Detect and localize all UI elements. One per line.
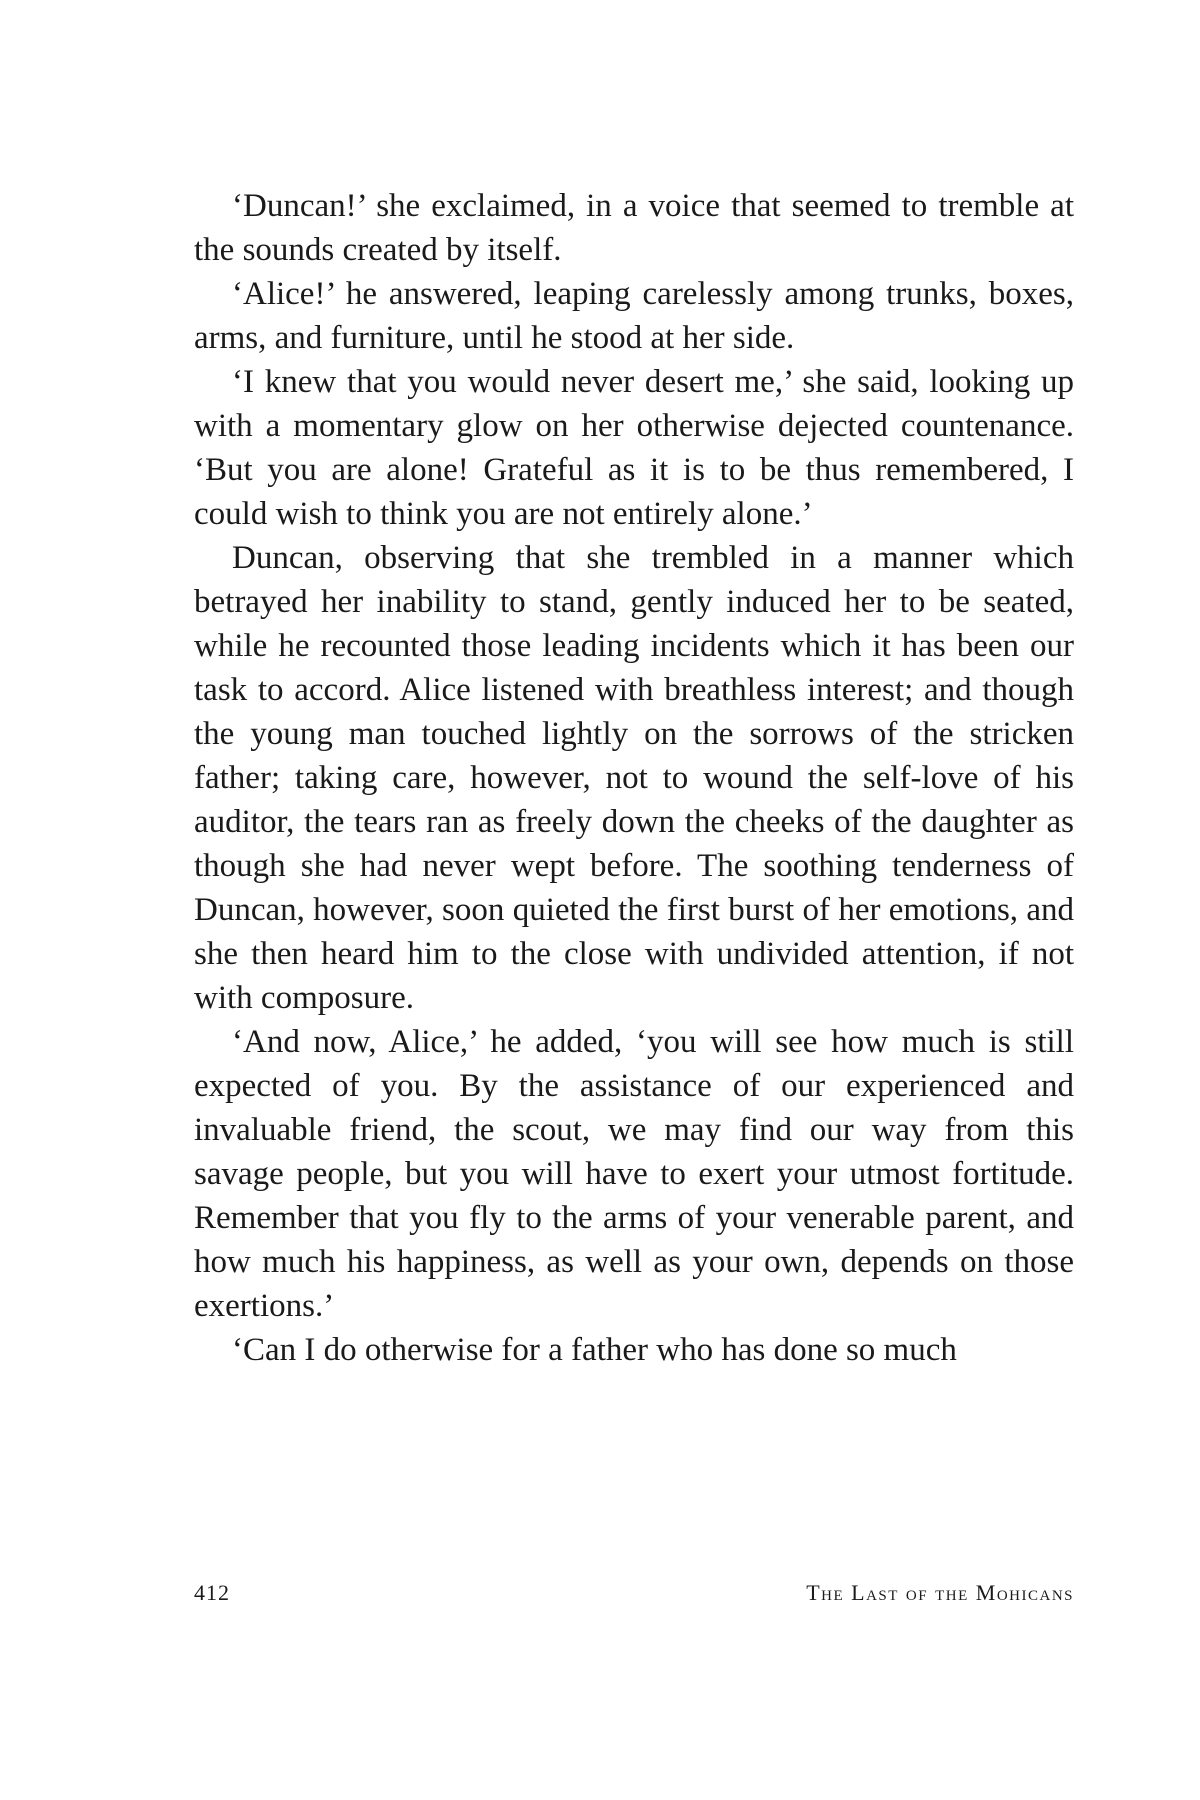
paragraph: ‘I knew that you would never desert me,’ she said, looking up with a momentary glow on her otherwise dejected countenance. ‘But you are alone! Grateful as it is to be thus remembered, I could wish to think you are not entirely alone.’ (194, 364, 1074, 532)
paragraph: Duncan, observing that she trembled in a manner which betrayed her inability to stand, gently induced her to be seated, while he recounted those leading incidents which it has been our task to accord. Alice listened with breathless interest; and though the young man touched lightly on the sorrows of the stricken father; taking care, however, not to wound the self-love of his auditor, the tears ran as freely down the cheeks of the daughter as though she had never wept before. The soothing tenderness of Duncan, however, soon quieted the first burst of her emotions, and she then heard him to the close with undivided attention, if not with composure. (194, 540, 1074, 1016)
page-footer (194, 1580, 1074, 1620)
paragraph: ‘Duncan!’ she exclaimed, in a voice that seemed to tremble at the sounds created by itself. (194, 188, 1074, 268)
running-title: The Last of the Mohicans (806, 1580, 1074, 1605)
paragraph: ‘And now, Alice,’ he added, ‘you will see how much is still expected of you. By the assistance of our experienced and invaluable friend, the scout, we may find our way from this savage people, but you will have to exert your utmost fortitude. Remember that you fly to the arms of your venerable parent, and how much his happiness, as well as your own, depends on those exertions.’ (194, 1024, 1074, 1324)
paragraph: ‘Alice!’ he answered, leaping carelessly among trunks, boxes, arms, and furniture, until he stood at her side. (194, 276, 1074, 356)
page-number: 412 (194, 1580, 230, 1605)
paragraph: ‘Can I do otherwise for a father who has done so much (232, 1332, 957, 1368)
body-text (194, 184, 1074, 1372)
